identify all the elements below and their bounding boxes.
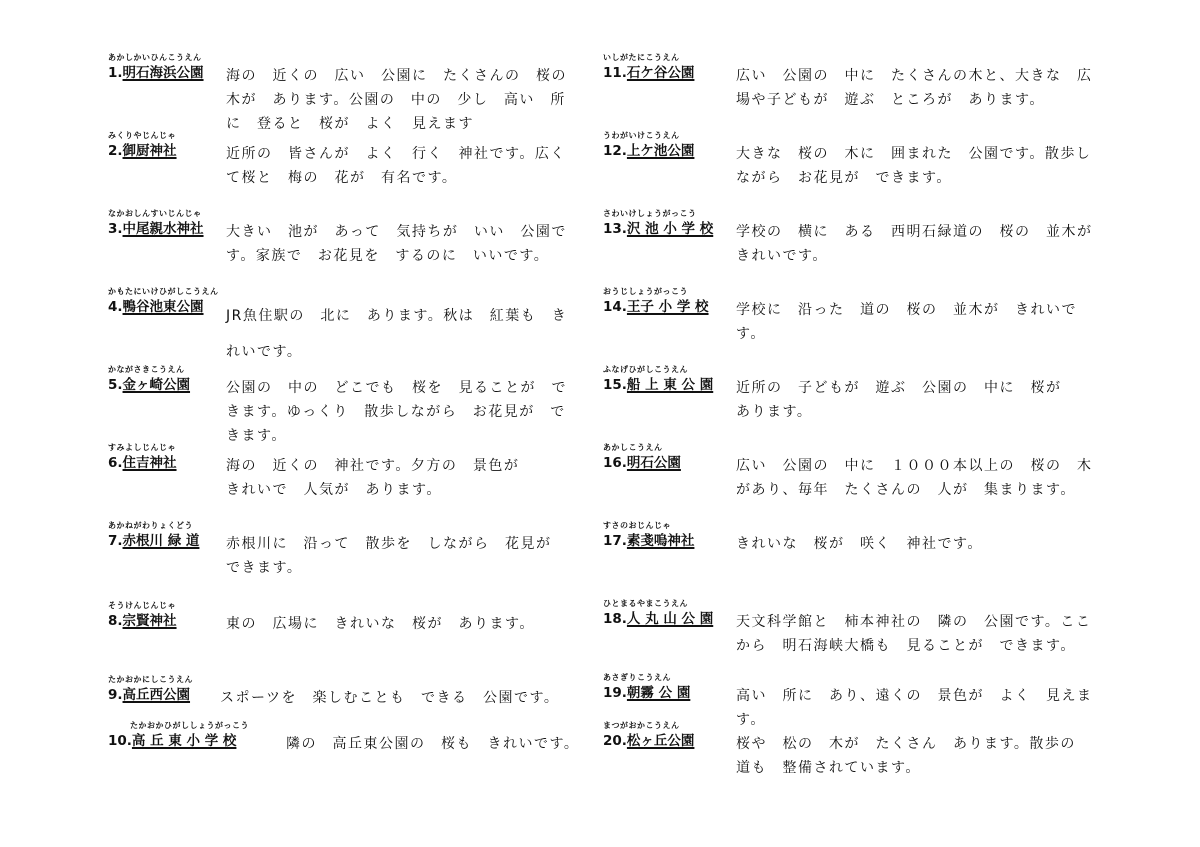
spot-furigana: なかおしんすいじんじゃ [108, 209, 202, 218]
spot-description: 学校の 横に ある 西明石緑道の 桜の 並木がきれいです。 [736, 224, 1093, 264]
spot-title [108, 532, 218, 550]
spot-description: 桜や 松の 木が たくさん あります。散歩の 道も 整備されています。 [736, 736, 1092, 776]
spot-name: 沢 池 小 学 校 [626, 221, 714, 237]
spot-furigana: うわがいけこうえん [603, 131, 680, 140]
spot-entry-6 [108, 442, 598, 520]
spot-furigana: あかねがわりょくどう [108, 521, 193, 530]
spot-name: 王子 小 学 校 [626, 299, 709, 315]
spot-number: 11. [603, 65, 627, 81]
spot-entry-4 [108, 286, 598, 364]
spot-heading [108, 600, 218, 630]
spot-heading [603, 286, 713, 316]
spot-name: 高 丘 東 小 学 校 [131, 733, 237, 749]
spot-description: 隣の 高丘東公園の 桜も きれいです。 [286, 736, 580, 752]
spot-furigana: すさのおじんじゃ [603, 521, 671, 530]
spot-description: 公園の 中の どこでも 桜を 見ることが できます。ゆっくり 散歩しながら お花見が できます。 [226, 380, 567, 444]
spot-heading [108, 720, 278, 750]
spot-description: 海の 近くの 広い 公園に たくさんの 桜の 木が あります。公園の 中の 少し 高い 所に 登ると 桜が よく 見えます [226, 68, 583, 132]
spot-furigana: みくりやじんじゃ [108, 131, 176, 140]
spot-number: 4. [108, 299, 123, 315]
spot-description: 近所の 皆さんが よく 行く 神社です。広くて桜と 梅の 花が 有名です。 [226, 146, 566, 186]
spot-description: 大きい 池が あって 気持ちが いい 公園です。家族で お花見を するのに いいです。 [226, 224, 567, 264]
spot-description: スポーツを 楽しむことも できる 公園です。 [220, 690, 560, 706]
spot-description: 広い 公園の 中に １０００本以上の 桜の 木があり、毎年 たくさんの 人が 集まります。 [736, 458, 1093, 498]
spot-number: 9. [108, 687, 123, 703]
spot-heading [603, 598, 713, 628]
spot-entry-9 [108, 674, 598, 720]
spot-name: 赤根川 緑 道 [122, 533, 200, 549]
spot-title [108, 454, 218, 472]
spot-heading [108, 52, 218, 82]
spot-number: 2. [108, 143, 123, 159]
spot-furigana: あかしかいひんこうえん [108, 53, 202, 62]
spot-name: 御厨神社 [122, 143, 177, 159]
spot-furigana: いしがたにこうえん [603, 53, 680, 62]
spot-furigana: かながさきこうえん [108, 365, 185, 374]
spot-title [603, 454, 713, 472]
spot-heading [108, 442, 218, 472]
spot-description: 大きな 桜の 木に 囲まれた 公園です。散歩しながら お花見が できます。 [736, 146, 1092, 186]
spot-heading [603, 208, 713, 238]
spot-title [603, 732, 713, 750]
spot-description: 広い 公園の 中に たくさんの木と、大きな 広場や子どもが 遊ぶ ところが あります。 [736, 68, 1093, 108]
spot-furigana: かもたにいけひがしこうえん [108, 287, 219, 296]
spot-title [108, 142, 218, 160]
spot-number: 19. [603, 685, 627, 701]
spot-entry-2 [108, 130, 598, 208]
spot-description: JR魚住駅の 北に あります。秋は 紅葉も き れいです。 [226, 308, 568, 360]
spot-name: 高丘西公園 [122, 687, 191, 703]
spot-heading [108, 520, 218, 550]
spot-furigana: そうけんじんじゃ [108, 601, 176, 610]
spot-number: 15. [603, 377, 627, 393]
spot-name: 人 丸 山 公 園 [626, 611, 714, 627]
spot-heading [108, 286, 218, 316]
spot-title [603, 64, 713, 82]
spot-entry-5 [108, 364, 598, 442]
spot-heading [603, 442, 713, 472]
spot-entry-1 [108, 52, 598, 130]
spot-number: 10. [108, 733, 132, 749]
spot-heading [603, 52, 713, 82]
spot-description: 近所の 子どもが 遊ぶ 公園の 中に 桜が あります。 [736, 380, 1062, 420]
spot-furigana: すみよしじんじゃ [108, 443, 176, 452]
spot-heading [108, 364, 218, 394]
spot-name: 住吉神社 [122, 455, 177, 471]
spot-entry-3 [108, 208, 598, 286]
spot-title [108, 686, 218, 704]
spot-name: 朝霧 公 園 [626, 685, 691, 701]
spot-number: 3. [108, 221, 123, 237]
spot-heading [603, 672, 713, 702]
spot-name: 宗賢神社 [122, 613, 177, 629]
spot-number: 5. [108, 377, 123, 393]
spot-entry-11 [603, 52, 1103, 130]
spot-title [108, 376, 218, 394]
spot-number: 20. [603, 733, 627, 749]
spot-number: 17. [603, 533, 627, 549]
spot-name: 明石公園 [626, 455, 681, 471]
spot-entry-17 [603, 520, 1103, 598]
spot-title [108, 220, 218, 238]
spot-entry-12 [603, 130, 1103, 208]
spot-title [603, 532, 713, 550]
spot-title [108, 612, 218, 630]
spot-title [603, 684, 713, 702]
spot-name: 中尾親水神社 [122, 221, 204, 237]
spot-title [603, 220, 713, 238]
spot-heading [603, 130, 713, 160]
spot-furigana: ふなげひがしこうえん [603, 365, 688, 374]
spot-number: 16. [603, 455, 627, 471]
spot-name: 鴨谷池東公園 [122, 299, 204, 315]
spot-furigana: おうじしょうがっこう [603, 287, 688, 296]
spot-title [108, 298, 218, 316]
spot-heading [108, 208, 218, 238]
spot-title [108, 732, 278, 750]
spot-number: 14. [603, 299, 627, 315]
spot-title [603, 142, 713, 160]
spot-name: 明石海浜公園 [122, 65, 204, 81]
spot-entry-16 [603, 442, 1103, 520]
spot-number: 1. [108, 65, 123, 81]
spot-furigana: まつがおかこうえん [603, 721, 680, 730]
spot-title [108, 64, 218, 82]
spot-entry-15 [603, 364, 1103, 442]
spot-furigana: さわいけしょうがっこう [603, 209, 697, 218]
spot-description: 天文科学館と 柿本神社の 隣の 公園です。ここから 明石海峡大橋も 見ることが できます。 [736, 614, 1092, 654]
spot-furigana: ひとまるやまこうえん [603, 599, 688, 608]
spot-entry-7 [108, 520, 598, 598]
spot-entry-18 [603, 598, 1103, 676]
spot-number: 7. [108, 533, 123, 549]
spot-title [603, 298, 713, 316]
spot-entry-8 [108, 600, 598, 678]
spot-furigana: たかおかひがししょうがっこう [130, 721, 249, 730]
spot-heading [108, 674, 218, 704]
spot-heading [603, 364, 713, 394]
spot-entry-10 [108, 720, 598, 766]
spot-name: 石ケ谷公園 [626, 65, 695, 81]
spot-number: 6. [108, 455, 123, 471]
spot-description: きれいな 桜が 咲く 神社です。 [736, 536, 983, 552]
spot-heading [603, 520, 713, 550]
spot-furigana: たかおかにしこうえん [108, 675, 193, 684]
spot-number: 18. [603, 611, 627, 627]
spot-description: 東の 広場に きれいな 桜が あります。 [226, 616, 535, 632]
spot-name: 素戔嗚神社 [626, 533, 695, 549]
spot-heading [108, 130, 218, 160]
spot-description: 海の 近くの 神社です。夕方の 景色が きれいで 人気が あります。 [226, 458, 520, 498]
spot-number: 13. [603, 221, 627, 237]
spot-title [603, 376, 713, 394]
spot-entry-13 [603, 208, 1103, 286]
spot-name: 松ヶ丘公園 [626, 733, 695, 749]
spot-name: 船 上 東 公 園 [626, 377, 714, 393]
spot-description: 赤根川に 沿って 散歩を しながら 花見が できます。 [226, 536, 567, 576]
spot-heading [603, 720, 713, 750]
spot-furigana: あさぎりこうえん [603, 673, 671, 682]
spot-name: 上ケ池公園 [626, 143, 695, 159]
spot-furigana: あかしこうえん [603, 443, 663, 452]
spot-entry-14 [603, 286, 1103, 364]
spot-entry-20 [603, 720, 1103, 798]
spot-number: 12. [603, 143, 627, 159]
spot-number: 8. [108, 613, 123, 629]
spot-description: 高い 所に あり、遠くの 景色が よく 見えます。 [736, 688, 1093, 728]
spot-title [603, 610, 713, 628]
spot-name: 金ヶ崎公園 [122, 377, 191, 393]
spot-description: 学校に 沿った 道の 桜の 並木が きれいです。 [736, 302, 1077, 342]
